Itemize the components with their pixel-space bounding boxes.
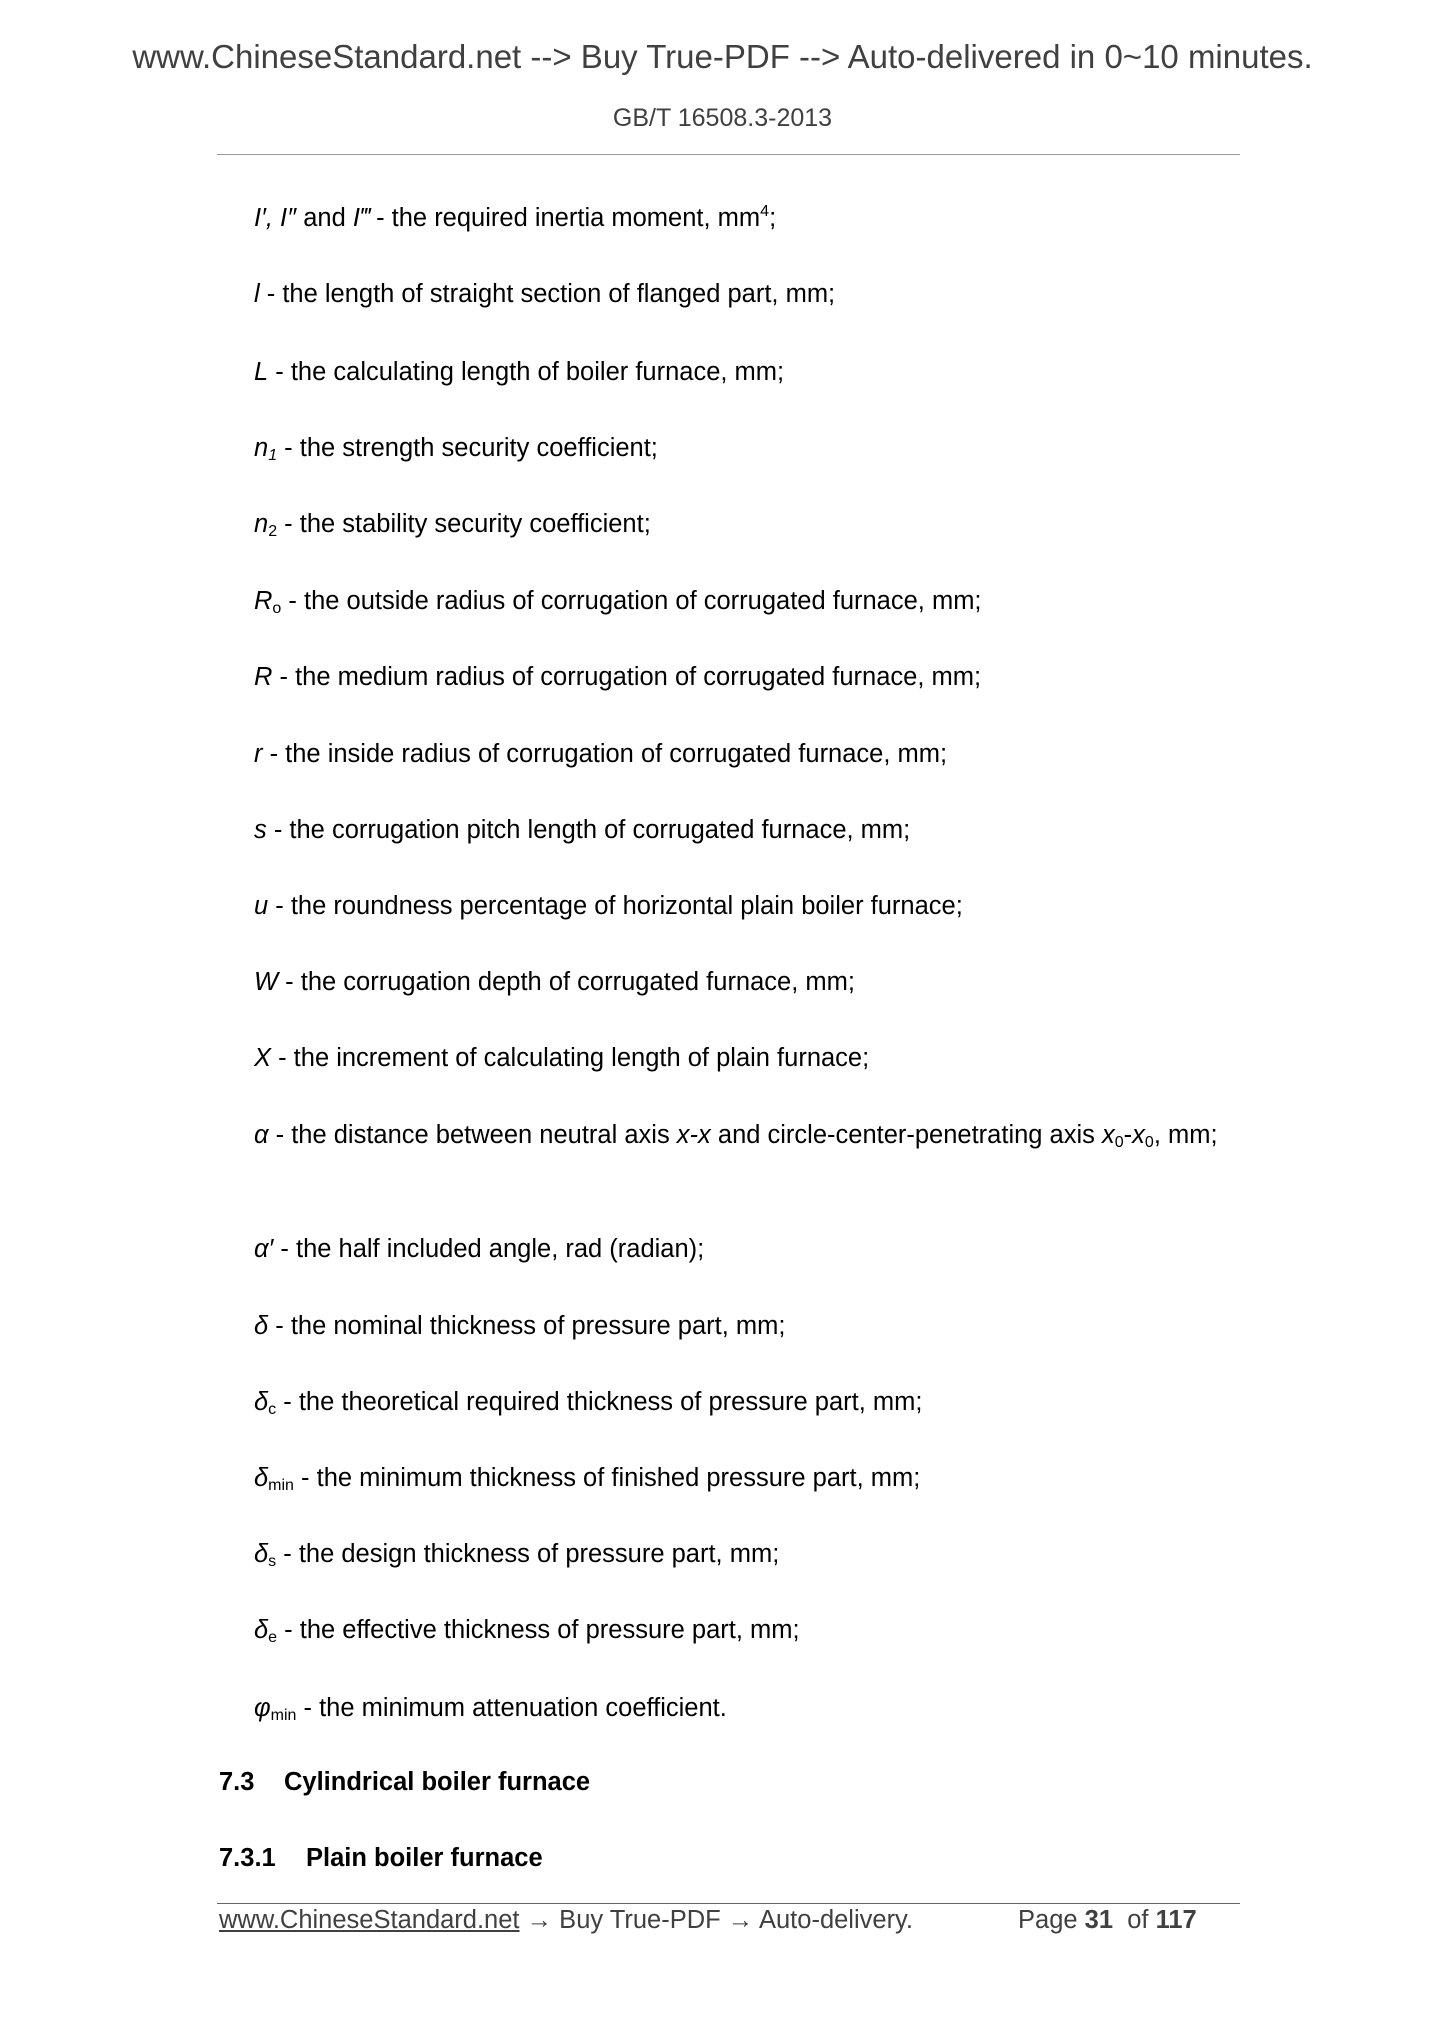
- header-banner: www.ChineseStandard.net --> Buy True-PDF --> Auto-delivered in 0~10 minutes.: [132, 38, 1313, 75]
- definition-item: [254, 508, 651, 540]
- section-title: Cylindrical boiler furnace: [284, 1768, 591, 1796]
- subscript: 0: [1114, 1134, 1124, 1151]
- definition-item: [254, 1386, 922, 1418]
- axis-symbol: x-x: [676, 1121, 711, 1149]
- symbol: δ: [254, 1388, 269, 1416]
- symbol: δ: [254, 1312, 269, 1340]
- description: - the medium radius of corrugation of corrugated furnace, mm;: [272, 663, 982, 691]
- symbol: l: [254, 280, 260, 308]
- description: - the inside radius of corrugation of corrugated furnace, mm;: [262, 740, 948, 768]
- symbol: W: [254, 968, 279, 996]
- section-title: Plain boiler furnace: [306, 1844, 543, 1872]
- symbol: n: [254, 434, 269, 462]
- page-total: 117: [1155, 1906, 1197, 1934]
- page-label: Page: [1018, 1906, 1078, 1934]
- description: and circle-center-penetrating axis: [710, 1121, 1102, 1149]
- symbol: L: [254, 358, 269, 386]
- symbol: I‴: [352, 204, 369, 232]
- subsection-heading: [219, 1844, 543, 1873]
- definition-item: [254, 738, 947, 770]
- header-divider: [217, 154, 1240, 155]
- page-indicator: [1018, 1906, 1197, 1935]
- subscript: e: [268, 1629, 278, 1646]
- description: - the length of straight section of flanged part, mm;: [259, 280, 836, 308]
- subscript: min: [268, 1477, 294, 1494]
- definition-item: [254, 661, 981, 693]
- symbol: α′: [254, 1235, 274, 1263]
- symbol: u: [254, 892, 269, 920]
- symbol: δ: [254, 1464, 269, 1492]
- symbol: s: [254, 816, 267, 844]
- definition-item: [254, 890, 963, 922]
- symbol: R: [254, 587, 273, 615]
- footer-text: → Buy True-PDF → Auto-delivery.: [519, 1906, 913, 1934]
- definition-item: [254, 1614, 800, 1646]
- symbol: n: [254, 510, 269, 538]
- dash: -: [1123, 1121, 1133, 1149]
- subscript: 0: [1144, 1134, 1154, 1151]
- definition-item: [254, 1233, 704, 1265]
- page-number: 31: [1084, 1906, 1114, 1934]
- description: - the nominal thickness of pressure part, mm;: [268, 1312, 786, 1340]
- definition-item: [254, 966, 855, 998]
- symbol: R: [254, 663, 273, 691]
- symbol: X: [254, 1044, 272, 1072]
- footer-link[interactable]: www.ChineseStandard.net: [219, 1906, 520, 1934]
- description: - the required inertia moment, mm: [369, 204, 761, 232]
- standard-number: GB/T 16508.3-2013: [612, 104, 833, 132]
- description: - the strength security coefficient;: [277, 434, 658, 462]
- description: - the roundness percentage of horizontal plain boiler furnace;: [268, 892, 963, 920]
- description: - the design thickness of pressure part, mm;: [276, 1540, 780, 1568]
- description: - the distance between neutral axis: [268, 1121, 677, 1149]
- subscript: o: [272, 600, 282, 617]
- symbol: I′, I″: [254, 204, 297, 232]
- description: - the corrugation pitch length of corrugated furnace, mm;: [266, 816, 911, 844]
- definition-item: [254, 1692, 727, 1724]
- definition-item: [254, 814, 910, 846]
- symbol: φ: [254, 1694, 271, 1722]
- description: - the calculating length of boiler furnace, mm;: [268, 358, 785, 386]
- definition-item: [254, 1116, 1234, 1154]
- description: - the minimum thickness of finished pressure part, mm;: [293, 1464, 921, 1492]
- definition-item: [254, 278, 835, 310]
- symbol: α: [254, 1121, 269, 1149]
- subscript: c: [268, 1401, 277, 1418]
- definition-item: [254, 202, 776, 234]
- subscript: s: [268, 1553, 277, 1570]
- description-tail: , mm;: [1153, 1121, 1218, 1149]
- definition-item: [254, 356, 784, 388]
- section-number: 7.3: [219, 1768, 255, 1796]
- description: - the stability security coefficient;: [277, 510, 651, 538]
- definition-item: [254, 1538, 779, 1570]
- section-number: 7.3.1: [219, 1844, 276, 1872]
- connector: and: [296, 204, 353, 232]
- definition-item: [254, 1042, 869, 1074]
- definition-item: [254, 1310, 785, 1342]
- description: - the minimum attenuation coefficient.: [296, 1694, 727, 1722]
- subscript: 2: [268, 523, 278, 540]
- definition-item: [254, 585, 982, 617]
- section-heading: [219, 1768, 590, 1797]
- axis-symbol: x: [1132, 1121, 1145, 1149]
- description: - the half included angle, rad (radian);: [273, 1235, 705, 1263]
- axis-symbol: x: [1102, 1121, 1115, 1149]
- subscript: 1: [268, 447, 278, 464]
- definition-item: [254, 432, 658, 464]
- subscript: min: [270, 1707, 297, 1724]
- description: - the outside radius of corrugation of corrugated furnace, mm;: [281, 587, 982, 615]
- of-label: of: [1127, 1906, 1149, 1934]
- description-tail: ;: [769, 204, 777, 232]
- definition-item: [254, 1462, 920, 1494]
- superscript: 4: [760, 203, 770, 220]
- description: - the theoretical required thickness of pressure part, mm;: [276, 1388, 923, 1416]
- description: - the increment of calculating length of plain furnace;: [271, 1044, 870, 1072]
- symbol: δ: [254, 1616, 269, 1644]
- symbol: δ: [254, 1540, 269, 1568]
- footer-divider: [217, 1903, 1240, 1904]
- symbol: r: [254, 740, 263, 768]
- description: - the corrugation depth of corrugated furnace, mm;: [278, 968, 855, 996]
- description: - the effective thickness of pressure part, mm;: [277, 1616, 800, 1644]
